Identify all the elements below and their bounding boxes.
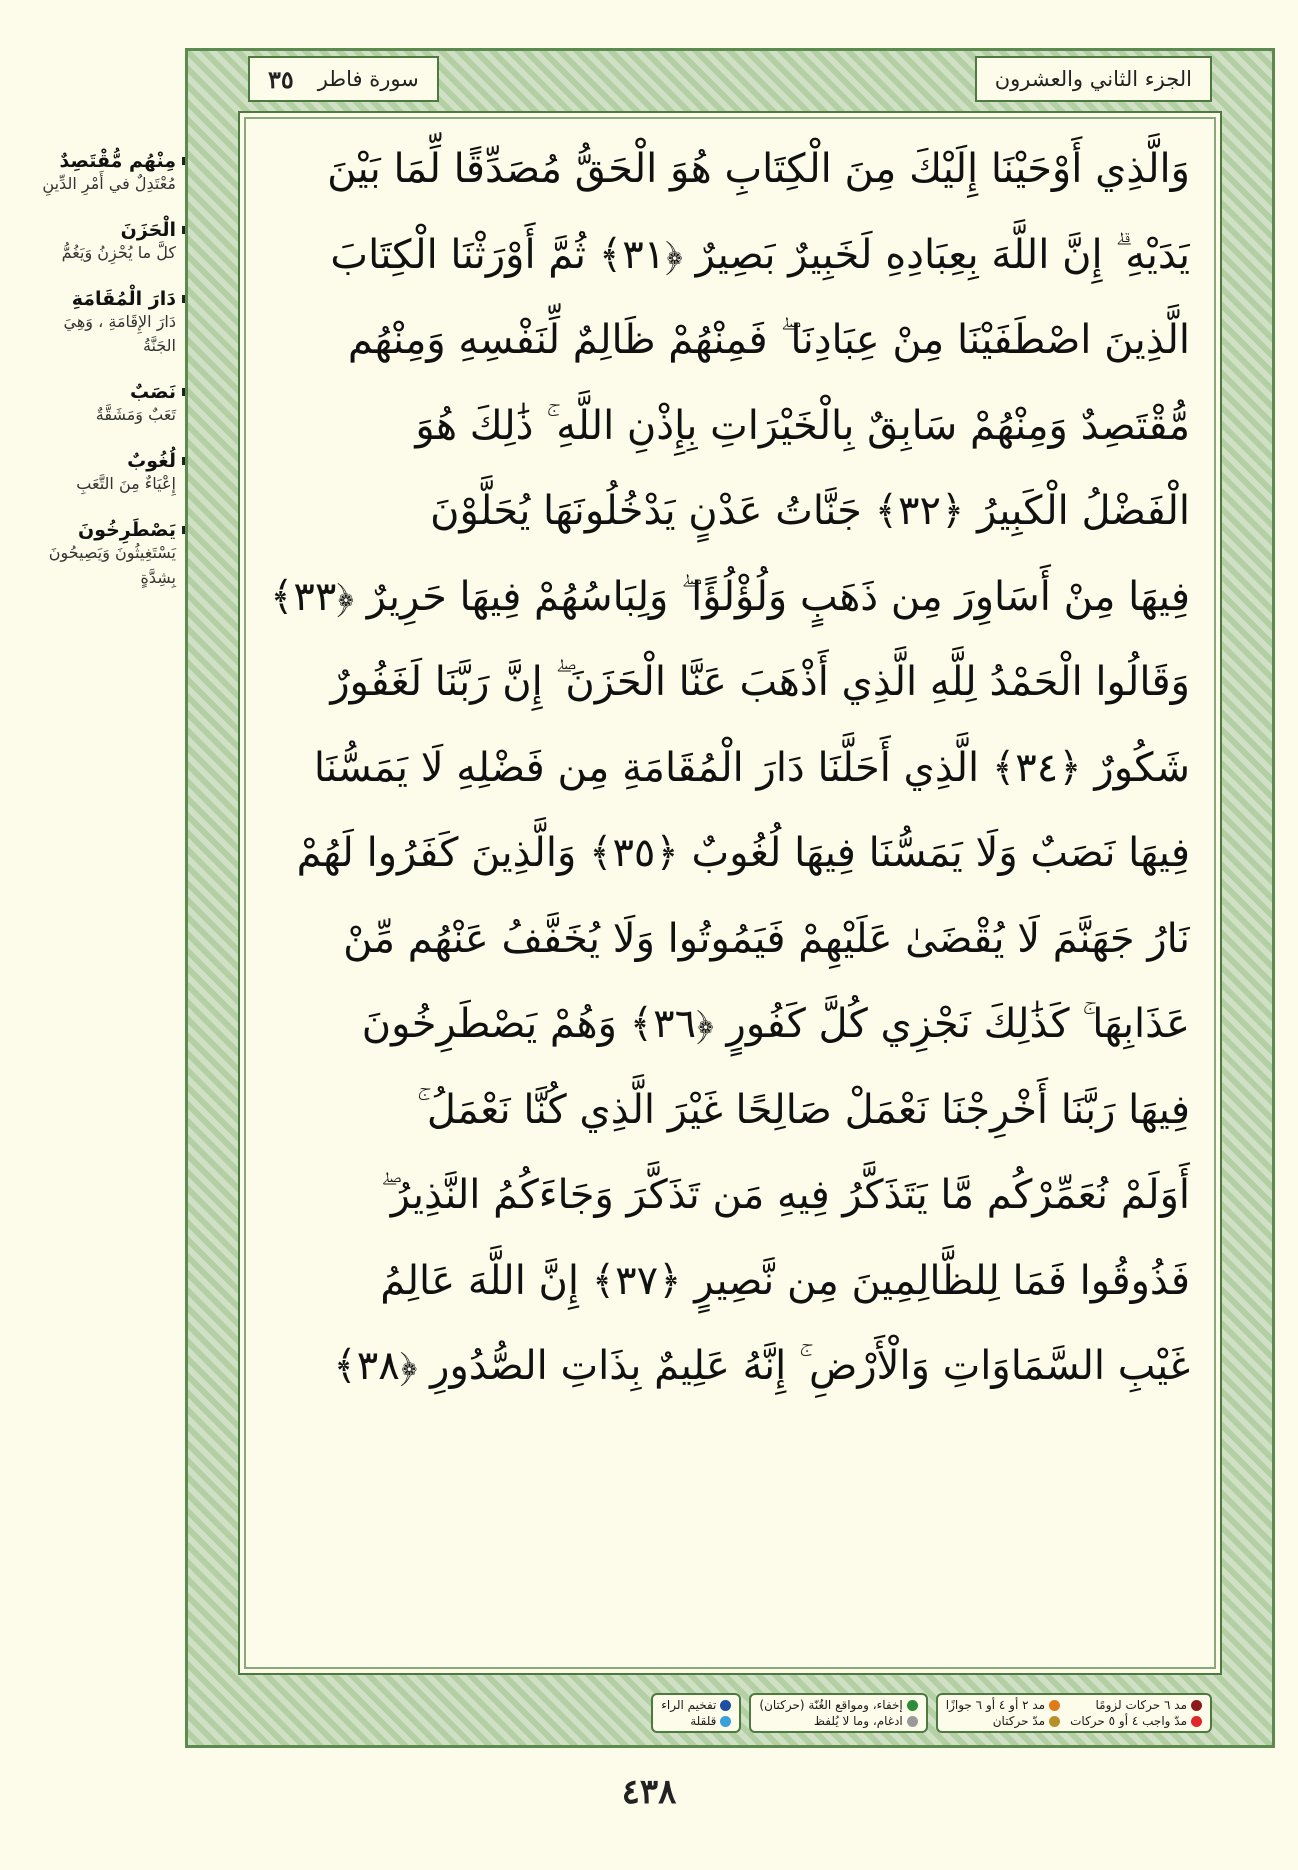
color-dot-icon: [1191, 1700, 1202, 1711]
color-dot-icon: [907, 1716, 918, 1727]
legend-item: مد ٦ حركات لزومًا: [1070, 1698, 1202, 1712]
page-header: [248, 53, 1212, 105]
margin-notes: [30, 150, 190, 612]
legend-item: ادغام، وما لا يُلفظ: [759, 1714, 917, 1728]
verse-line: أَوَلَمْ نُعَمِّرْكُم مَّا يَتَذَكَّرُ فِيهِ مَن تَذَكَّرَ وَجَاءَكُمُ النَّذِيرُ ۖ: [380, 1172, 1190, 1218]
legend-group-ikhfa: [749, 1693, 927, 1733]
color-dot-icon: [907, 1700, 918, 1711]
juz-name: الجزء الثاني والعشرون: [994, 67, 1192, 91]
page-number: ٤٣٨: [621, 1772, 677, 1812]
color-dot-icon: [720, 1716, 731, 1727]
legend-item: تفخيم الراء: [661, 1698, 731, 1712]
note-item: [30, 219, 190, 266]
legend-item: قلقلة: [661, 1714, 731, 1728]
verse-line: يَدَيْهِ ۗ إِنَّ اللَّهَ بِعِبَادِهِ لَخَبِيرٌ بَصِيرٌ ﴿٣١﴾ ثُمَّ أَوْرَثْنَا الْكِتَابَ: [330, 231, 1190, 278]
verse-line: فِيهَا رَبَّنَا أَخْرِجْنَا نَعْمَلْ صَالِحًا غَيْرَ الَّذِي كُنَّا نَعْمَلُ ۚ: [416, 1086, 1190, 1133]
surah-box: [248, 56, 439, 102]
note-definition: تَعَبٌ وَمَشَقَّةٌ: [95, 405, 176, 425]
note-item: [30, 381, 190, 428]
verse-panel: [238, 111, 1222, 1675]
note-term: يَصْطَرِخُونَ: [77, 518, 176, 541]
note-definition: دَارَ الإِقَامَةِ ، وَهِيَ الجَنَّةُ: [63, 311, 176, 356]
verse-line: الَّذِينَ اصْطَفَيْنَا مِنْ عِبَادِنَا ۖ فَمِنْهُمْ ظَالِمٌ لِّنَفْسِهِ وَمِنْهُم: [347, 317, 1190, 363]
note-item: [30, 150, 190, 197]
note-definition: إِعْيَاءٌ مِنَ التَّعَبِ: [76, 473, 176, 493]
verse-line: وَالَّذِي أَوْحَيْنَا إِلَيْكَ مِنَ الْكِتَابِ هُوَ الْحَقُّ مُصَدِّقًا لِّمَا بَيْنَ: [327, 146, 1190, 192]
verse-line: الْفَضْلُ الْكَبِيرُ ﴿٣٢﴾ جَنَّاتُ عَدْنٍ يَدْخُلُونَهَا يُحَلَّوْنَ: [430, 488, 1190, 534]
legend-item: إخفاء، ومواقع الغُنّة (حركتان): [759, 1698, 917, 1712]
color-dot-icon: [1049, 1700, 1060, 1711]
verse-line: وَقَالُوا الْحَمْدُ لِلَّهِ الَّذِي أَذْهَبَ عَنَّا الْحَزَنَ ۖ إِنَّ رَبَّنَا لَغَفُورٌ: [330, 659, 1190, 705]
note-item: [30, 450, 190, 497]
color-dot-icon: [720, 1700, 731, 1711]
verse-line: فِيهَا مِنْ أَسَاوِرَ مِن ذَهَبٍ وَلُؤْلُؤًا ۖ وَلِبَاسُهُمْ فِيهَا حَرِيرٌ ﴿٣٣﴾: [270, 573, 1190, 620]
verse-line: عَذَابِهَا ۚ كَذَٰلِكَ نَجْزِي كُلَّ كَفُورٍ ﴿٣٦﴾ وَهُمْ يَصْطَرِخُونَ: [361, 1001, 1190, 1047]
surah-name: سورة فاطر: [317, 67, 419, 91]
note-term: نَصَبٌ: [130, 381, 176, 404]
note-definition: يَسْتَغِيثُونَ وَيَصِيحُونَ بِشِدَّةٍ: [48, 542, 176, 587]
juz-box: [975, 56, 1212, 102]
note-definition: كلَّ ما يُحْزِنُ وَيَغُمُّ: [61, 242, 176, 262]
tajweed-legend: [248, 1683, 1212, 1743]
verse-line: فَذُوقُوا فَمَا لِلظَّالِمِينَ مِن نَّصِيرٍ ﴿٣٧﴾ إِنَّ اللَّهَ عَالِمُ: [380, 1257, 1190, 1304]
color-dot-icon: [1191, 1716, 1202, 1727]
note-term: مِنْهُم مُّقْتَصِدٌ: [59, 150, 176, 172]
legend-item: مدّ واجب ٤ أو ٥ حركات: [1070, 1714, 1202, 1728]
verse-line: مُّقْتَصِدٌ وَمِنْهُمْ سَابِقٌ بِالْخَيْرَاتِ بِإِذْنِ اللَّهِ ۚ ذَٰلِكَ هُوَ: [415, 402, 1190, 449]
note-item: [30, 288, 190, 360]
verse-line: غَيْبِ السَّمَاوَاتِ وَالْأَرْضِ ۚ إِنَّهُ عَلِيمٌ بِذَاتِ الصُّدُورِ ﴿٣٨﴾: [333, 1343, 1190, 1389]
legend-item: مد ٢ أو ٤ أو ٦ جوازًا: [946, 1698, 1060, 1712]
note-item: [30, 519, 190, 591]
note-term: دَارَ الْمُقَامَةِ: [71, 287, 176, 310]
color-dot-icon: [1049, 1716, 1060, 1727]
verse-line: شَكُورٌ ﴿٣٤﴾ الَّذِي أَحَلَّنَا دَارَ الْمُقَامَةِ مِن فَضْلِهِ لَا يَمَسُّنَا: [313, 744, 1190, 791]
legend-group-madd: [936, 1693, 1212, 1733]
verse-line: نَارُ جَهَنَّمَ لَا يُقْضَىٰ عَلَيْهِمْ فَيَمُوتُوا وَلَا يُخَفَّفُ عَنْهُم مِّنْ: [343, 915, 1190, 962]
note-term: الْحَزَنَ: [120, 218, 176, 241]
page-frame: [185, 48, 1275, 1748]
verse-lines: [270, 127, 1190, 1410]
note-term: لُغُوبٌ: [127, 449, 176, 472]
note-definition: مُعْتَدِلٌ في أَمْرِ الدِّينِ: [42, 174, 176, 193]
surah-page-number: ٣٥: [268, 64, 294, 94]
legend-group-ra: [651, 1693, 741, 1733]
verse-line: فِيهَا نَصَبٌ وَلَا يَمَسُّنَا فِيهَا لُغُوبٌ ﴿٣٥﴾ وَالَّذِينَ كَفَرُوا لَهُمْ: [296, 830, 1190, 876]
legend-item: مدّ حركتان: [946, 1714, 1060, 1728]
